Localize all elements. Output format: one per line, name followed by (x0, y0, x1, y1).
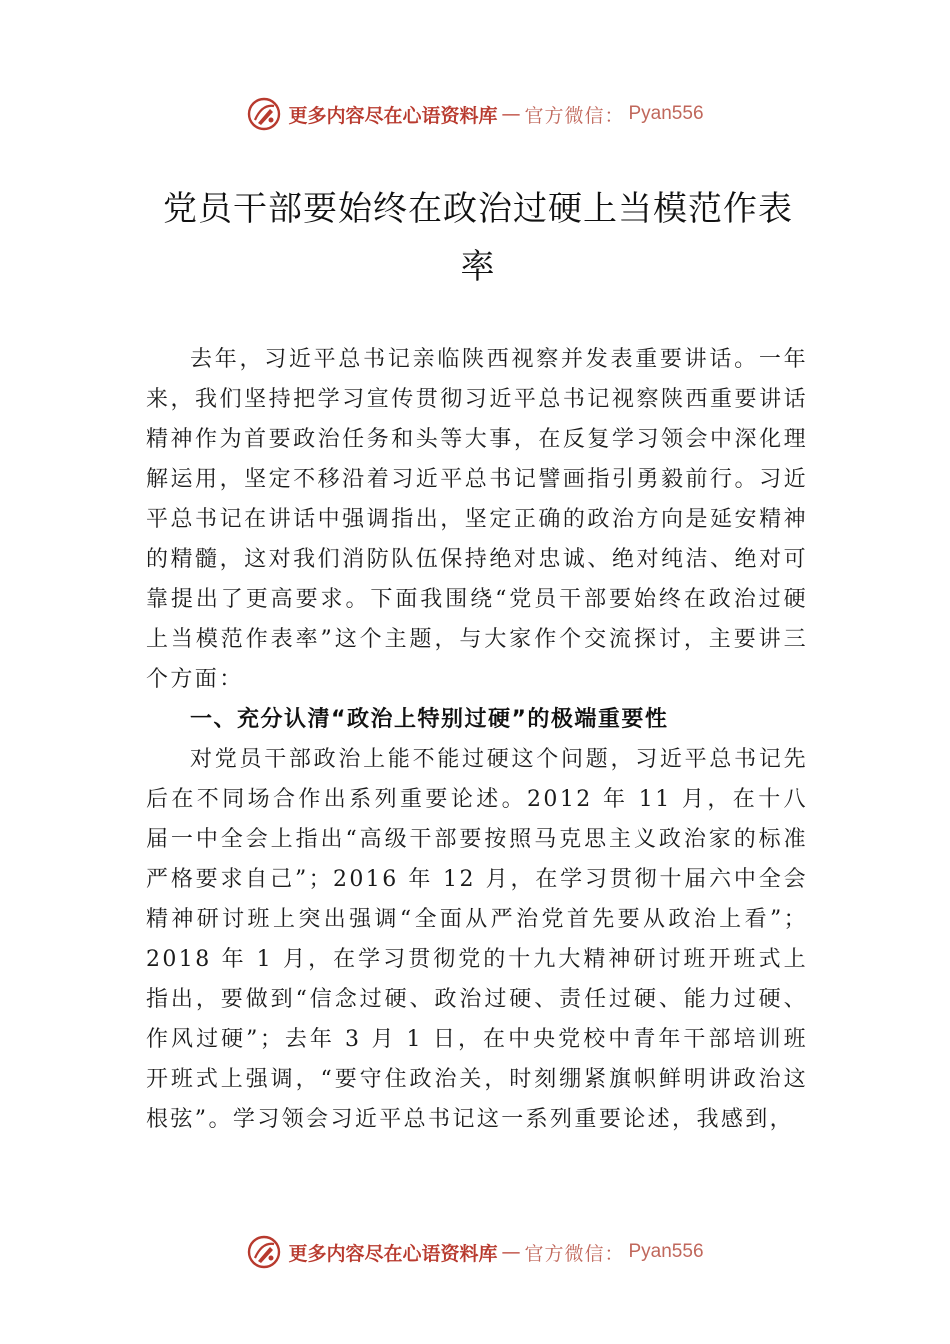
document-body (146, 340, 808, 1140)
banner-wechat-label: 官方微信： (524, 104, 625, 127)
banner-wechat-label: 官方微信： (524, 1242, 625, 1265)
paragraph-intro: 去年，习近平总书记亲临陕西视察并发表重要讲话。一年来，我们坚持把学习宣传贯彻习近平总书记视察陕西重要讲话精神作为首要政治任务和头等大事，在反复学习领会中深化理解运用，坚定不移沿着习近平总书记譬画指引勇毅前行。习近平总书记在讲话中强调指出，坚定正确的政治方向是延安精神的精髓，这对我们消防队伍保持绝对忠诚、绝对纯洁、绝对可靠提出了更高要求。下面我围绕“党员干部要始终在政治过硬上当模范作表率”这个主题，与大家作个交流探讨，主要讲三个方面： (146, 347, 808, 692)
banner-dash: — (501, 103, 521, 125)
banner-brand-text: 更多内容尽在心语资料库 (288, 1242, 498, 1265)
logo-icon (246, 96, 282, 132)
header-banner (0, 94, 950, 134)
banner-wechat-id: Pyan556 (628, 1241, 704, 1262)
banner-dash: — (501, 1241, 521, 1263)
footer-banner (0, 1232, 950, 1272)
paragraph-section-one: 对党员干部政治上能不能过硬这个问题，习近平总书记先后在不同场合作出系列重要论述。2012 年 11 月，在十八届一中全会上指出“高级干部要按照马克思主义政治家的标准严格要求自己”；2016 年 12 月，在学习贯彻十届六中全会精神研讨班上突出强调“全面从严治党首先要从政治上看”；2018 年 1 月，在学习贯彻党的十九大精神研讨班开班式上指出，要做到“信念过硬、政治过硬、责任过硬、能力过硬、作风过硬”；去年 3 月 1 日，在中央党校中青年干部培训班开班式上强调，“要守住政治关，时刻绷紧旗帜鲜明讲政治这根弦”。学习领会习近平总书记这一系列重要论述，我感到， (146, 747, 808, 1132)
banner-wechat-id: Pyan556 (628, 103, 704, 124)
logo-icon (246, 1234, 282, 1270)
document-title: 党员干部要始终在政治过硬上当模范作表率 (163, 189, 793, 287)
section-heading: 一、充分认清“政治上特别过硬”的极端重要性 (190, 707, 669, 732)
banner-brand-text: 更多内容尽在心语资料库 (288, 104, 498, 127)
